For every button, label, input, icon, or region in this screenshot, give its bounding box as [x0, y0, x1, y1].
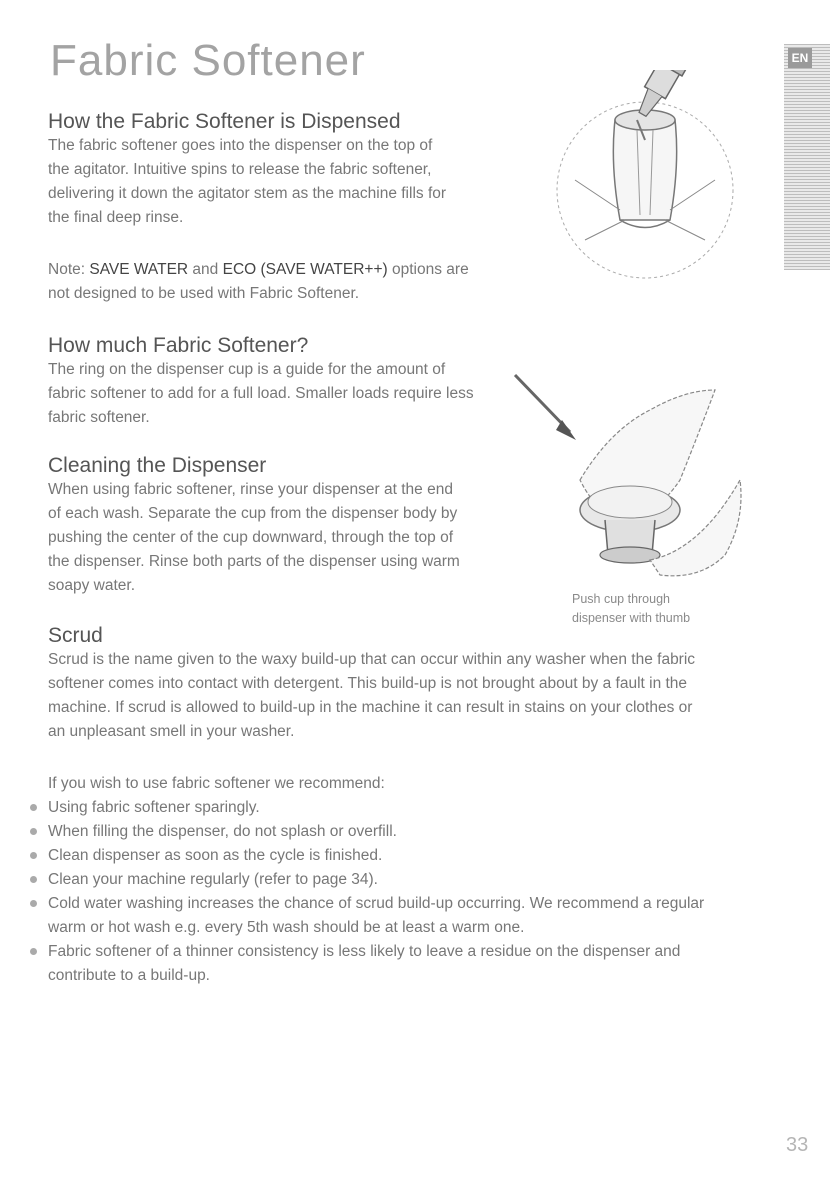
- note-paragraph: [48, 258, 518, 306]
- list-item: When filling the dispenser, do not splash or overfill.: [28, 820, 768, 844]
- bullet-icon: [30, 828, 37, 835]
- caption-line: Push cup through: [572, 592, 670, 606]
- note-option-eco: ECO (SAVE WATER++): [222, 261, 388, 278]
- list-item: Clean dispenser as soon as the cycle is finished.: [28, 844, 768, 868]
- note-rest: options are: [387, 261, 469, 278]
- list-item: Clean your machine regularly (refer to page 34).: [28, 868, 768, 892]
- recommendation-list: [28, 796, 768, 988]
- dispenser-pour-illustration: [545, 70, 755, 280]
- paragraph-line: soapy water.: [48, 577, 136, 594]
- paragraph-line: fabric softener to add for a full load. Smaller loads require less: [48, 385, 474, 402]
- paragraph-line: machine. If scrud is allowed to build-up in the machine it can result in stains on your clothes or: [48, 699, 693, 716]
- section-heading-scrud: Scrud: [48, 624, 103, 647]
- paragraph-line: the final deep rinse.: [48, 209, 184, 226]
- page-number: 33: [786, 1134, 809, 1156]
- push-cup-illustration: [510, 370, 750, 590]
- paragraph-line: fabric softener.: [48, 409, 150, 426]
- list-item: Cold water washing increases the chance of scrud build-up occurring. We recommend a regular warm or hot wash e.g. every 5th wash should be at least a warm one.: [28, 892, 768, 940]
- list-item: Fabric softener of a thinner consistency is less likely to leave a residue on the dispenser and contribute to a build-up.: [28, 940, 768, 988]
- note-line-1: [48, 258, 518, 282]
- section-cleaning: [48, 454, 518, 598]
- section-how-dispensed: [48, 110, 518, 230]
- bullet-icon: [30, 804, 37, 811]
- paragraph-line: pushing the center of the cup downward, through the top of: [48, 529, 453, 546]
- paragraph-line: softener comes into contact with detergent. This build-up is not brought about by a fault in the: [48, 675, 688, 692]
- page-title: Fabric Softener: [50, 36, 366, 85]
- bullet-icon: [30, 900, 37, 907]
- paragraph-line: The fabric softener goes into the dispenser on the top of: [48, 137, 433, 154]
- note-option-save-water: SAVE WATER: [89, 261, 189, 278]
- section-how-much: [48, 334, 518, 430]
- section-heading-how-much: How much Fabric Softener?: [48, 334, 309, 357]
- paragraph-line: When using fabric softener, rinse your dispenser at the end: [48, 481, 453, 498]
- caption-line: dispenser with thumb: [572, 611, 691, 625]
- list-item: Using fabric softener sparingly.: [28, 796, 768, 820]
- recommend-intro: If you wish to use fabric softener we recommend:: [48, 775, 385, 792]
- paragraph-line: of each wash. Separate the cup from the dispenser body by: [48, 505, 458, 522]
- paragraph-line: delivering it down the agitator stem as the machine fills for: [48, 185, 447, 202]
- note-and: and: [188, 261, 223, 278]
- paragraph-line: Scrud is the name given to the waxy build-up that can occur within any washer when the fabric: [48, 651, 696, 668]
- paragraph-line: the dispenser. Rinse both parts of the dispenser using warm: [48, 553, 460, 570]
- note-prefix: Note:: [48, 261, 90, 278]
- figure-caption: [572, 590, 742, 628]
- bullet-icon: [30, 876, 37, 883]
- language-tab-label: EN: [788, 48, 812, 68]
- bullet-icon: [30, 852, 37, 859]
- arrow-icon: [556, 420, 576, 440]
- paragraph-line: an unpleasant smell in your washer.: [48, 723, 295, 740]
- section-scrud: [48, 624, 788, 744]
- paragraph-line: The ring on the dispenser cup is a guide for the amount of: [48, 361, 446, 378]
- section-heading-cleaning: Cleaning the Dispenser: [48, 454, 267, 477]
- paragraph-line: the agitator. Intuitive spins to release the fabric softener,: [48, 161, 432, 178]
- note-line-2: not designed to be used with Fabric Softener.: [48, 285, 360, 302]
- bullet-icon: [30, 948, 37, 955]
- language-tab: [784, 44, 830, 270]
- section-heading-dispensed: How the Fabric Softener is Dispensed: [48, 110, 401, 133]
